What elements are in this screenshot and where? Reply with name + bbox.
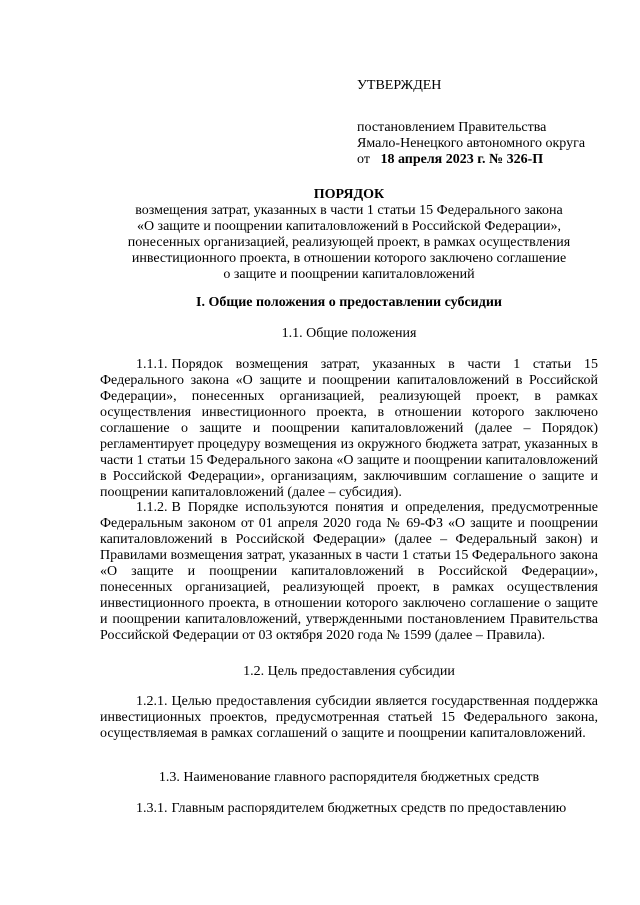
document-subtitle-line: «О защите и поощрении капиталовложений в Российской Федерации», xyxy=(136,219,562,234)
paragraph-1-3-1 xyxy=(100,801,598,817)
document-title-block xyxy=(100,187,598,283)
paragraph-number: 1.1.2. xyxy=(136,500,168,515)
approval-stamp xyxy=(357,78,585,168)
document-subtitle-line: инвестиционного проекта, в отношении которого заключено соглашение xyxy=(131,251,567,266)
section-1-heading: I. Общие положения о предоставлении субсидии xyxy=(196,295,502,310)
approval-date-number: 18 апреля 2023 г. № 326-П xyxy=(380,152,544,167)
document-subtitle-line: возмещения затрат, указанных в части 1 статьи 15 Федерального закона xyxy=(135,203,563,218)
paragraph-number: 1.1.1. xyxy=(136,357,168,372)
paragraph-1-2-1 xyxy=(100,694,598,742)
paragraph-text: Целью предоставления субсидии является государственная поддержка инвестиционных проектов, предусмотренная статьей 15 Федерального закона, осуществляемая в рамках соглашений о защите и поощрении капиталовложений. xyxy=(100,694,598,741)
paragraph-number: 1.2.1. xyxy=(136,694,168,709)
document-subtitle-line: о защите и поощрении капиталовложений xyxy=(223,267,475,282)
document-subtitle-line: понесенных организацией, реализующей проект, в рамках осуществления xyxy=(127,235,571,250)
paragraph-text: Порядок возмещения затрат, указанных в части 1 статьи 15 Федерального закона «О защите и поощрении капиталовложений в Российской Федерации», понесенных организацией, реализующей проект, в рамках осуществления инвестиционного проекта, в отношении которого заключено соглашение о защите и поощрении капиталовложений (далее – Порядок) регламентирует процедуру возмещения из окружного бюджета затрат, указанных в части 1 статьи 15 Федерального закона «О защите и поощрении капиталовложений в Российской Федерации», организациям, заключившим соглашение о защите и поощрении капиталовложений (далее – субсидия). xyxy=(100,357,598,500)
approval-from: от xyxy=(357,152,370,167)
subsection-1-3-heading: 1.3. Наименование главного распорядителя бюджетных средств xyxy=(158,770,540,785)
paragraph-text: В Порядке используются понятия и определения, предусмотренные Федеральным законом от 01 апреля 2020 года № 69-ФЗ «О защите и поощрении капиталовложений в Российской Федерации» (далее – Федеральный закон) и Правилами возмещения затрат, указанных в части 1 статьи 15 Федерального закона «О защите и поощрении капиталовложений в Российской Федерации», понесенных организацией, реализующей проект, в рамках осуществления инвестиционного проекта, в отношении которого заключено соглашение о защите и поощрении капиталовложений, утвержденными постановлением Правительства Российской Федерации от 03 октября 2020 года № 1599 (далее – Правила). xyxy=(100,500,598,643)
approval-line-1: постановлением Правительства xyxy=(357,120,547,135)
document-title: ПОРЯДОК xyxy=(313,187,385,202)
paragraph-1-1-2 xyxy=(100,500,598,644)
paragraph-number: 1.3.1. xyxy=(136,801,168,816)
subsection-1-1-heading: 1.1. Общие положения xyxy=(281,326,417,341)
approval-title: УТВЕРЖДЕН xyxy=(357,78,442,93)
approval-date-line xyxy=(357,152,585,168)
subsection-1-2-heading: 1.2. Цель предоставления субсидии xyxy=(243,664,455,679)
paragraph-text: Главным распорядителем бюджетных средств по предоставлению xyxy=(171,801,567,816)
paragraph-1-1-1 xyxy=(100,357,598,501)
approval-line-2: Ямало-Ненецкого автономного округа xyxy=(357,136,586,151)
